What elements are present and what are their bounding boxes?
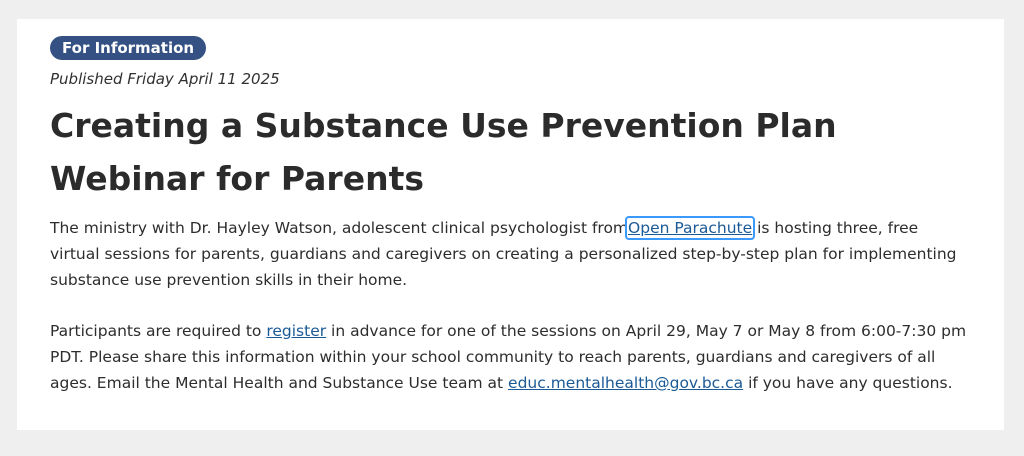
page-title: Creating a Substance Use Prevention Plan Webinar for Parents: [50, 106, 837, 198]
details-text-end: if you have any questions.: [743, 374, 953, 392]
open-parachute-link[interactable]: Open Parachute: [628, 219, 753, 237]
details-text-middle: in advance for one of the sessions on April 29, May 7 or May 8 from 6:00-7:30 pm PDT. Please share this information within your school community to reach parents, guardians and caregivers of all ages. Email the Mental Health and Substance Use team at: [50, 322, 967, 392]
published-date: Published Friday April 11 2025: [50, 70, 280, 88]
details-paragraph: [50, 318, 972, 396]
intro-text-start: The ministry with Dr. Hayley Watson, adolescent clinical psychologist from: [50, 219, 629, 237]
email-link[interactable]: educ.mentalhealth@gov.bc.ca: [508, 374, 744, 392]
details-text-start: Participants are required to: [50, 322, 267, 340]
category-badge: For Information: [50, 36, 206, 60]
intro-paragraph: [50, 215, 972, 293]
register-link[interactable]: register: [266, 322, 327, 340]
intro-text-end: is hosting three, free virtual sessions for parents, guardians and caregivers on creating a personalized step-by-step plan for implementing substance use prevention skills in their home.: [50, 219, 957, 289]
news-card: [17, 19, 1004, 430]
